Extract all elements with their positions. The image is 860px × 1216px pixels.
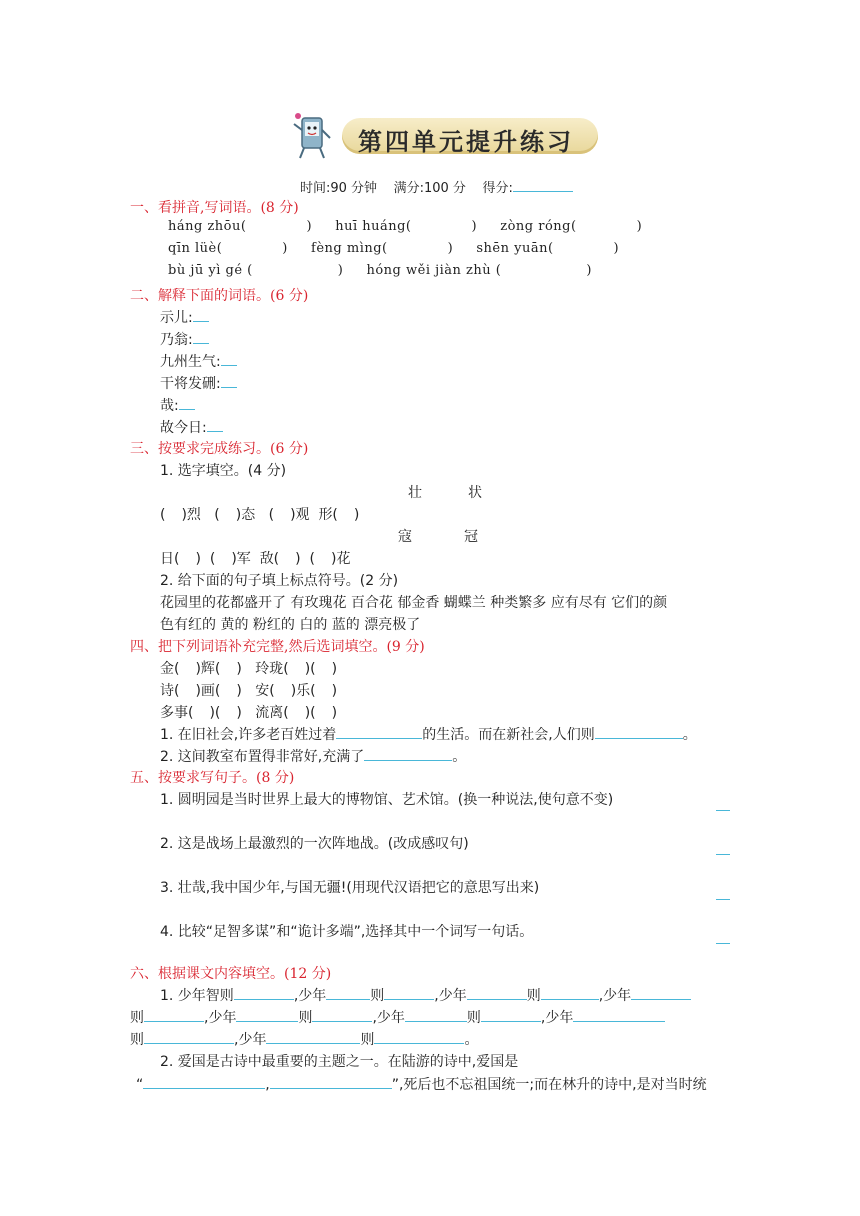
choice-char-4: 冠 — [464, 529, 478, 545]
choice-char-3: 寇 — [398, 529, 412, 545]
fill-line-2: 日( ) ( )军 敌( ) ( )花 — [160, 551, 351, 567]
pinyin-row-2: qīn lüè( ) fèng mìng( ) shēn yuān( ) — [168, 241, 620, 256]
section-1-heading: 一、看拼音,写词语。(8 分) — [130, 200, 299, 216]
score-blank[interactable] — [513, 179, 573, 192]
choice-char-1: 壮 — [408, 485, 422, 501]
pinyin-row-3: bù jū yì gé ( ) hóng wěi jiàn zhù ( ) — [168, 263, 592, 278]
score-label: 得分: — [482, 181, 513, 196]
punctuation-sentence-2: 色有红的 黄的 粉红的 白的 蓝的 漂亮极了 — [160, 617, 421, 633]
section-6-heading: 六、根据课文内容填空。(12 分) — [130, 966, 332, 982]
rewrite-item-1: 1. 圆明园是当时世界上最大的博物馆、艺术馆。(换一种说法,使句意不变) — [160, 792, 614, 808]
fill-line-1: ( )烈 ( )态 ( )观 形( ) — [160, 507, 360, 523]
recite-q2-line-1: 2. 爱国是古诗中最重要的主题之一。在陆游的诗中,爱国是 — [160, 1054, 519, 1070]
mascot-icon — [290, 112, 334, 162]
page-title: 第四单元提升练习 — [358, 127, 574, 156]
exam-meta — [300, 177, 573, 196]
full-score-label: 满分:100 分 — [393, 181, 466, 196]
s3-question-1: 1. 选字填空。(4 分) — [160, 463, 287, 479]
section-5-heading: 五、按要求写句子。(8 分) — [130, 770, 295, 786]
answer-line-4[interactable] — [716, 943, 730, 944]
answer-line-1[interactable] — [716, 810, 730, 811]
section-2-heading: 二、解释下面的词语。(6 分) — [130, 288, 309, 304]
section-4-heading: 四、把下列词语补充完整,然后选词填空。(9 分) — [130, 639, 425, 655]
choice-char-2: 状 — [468, 485, 482, 501]
define-item-4: 干将发硎: — [160, 373, 237, 393]
rewrite-item-3: 3. 壮哉,我中国少年,与国无疆!(用现代汉语把它的意思写出来) — [160, 880, 540, 896]
recite-q2-line-2: “ , ”,死后也不忘祖国统一;而在林升的诗中,是对当时统 — [136, 1077, 707, 1093]
section-3-heading: 三、按要求完成练习。(6 分) — [130, 441, 309, 457]
word-row-1: 金( )辉( ) 玲珑( )( ) — [160, 661, 338, 677]
rewrite-item-2: 2. 这是战场上最激烈的一次阵地战。(改成感叹句) — [160, 836, 469, 852]
word-row-3: 多事( )( ) 流离( )( ) — [160, 705, 338, 721]
time-label: 时间:90 分钟 — [300, 181, 378, 196]
recite-line-3: 则 ,少年 则 。 — [130, 1032, 479, 1048]
recite-line-2: 则 ,少年 则 ,少年 则 ,少年 — [130, 1007, 665, 1027]
s3-question-2: 2. 给下面的句子填上标点符号。(2 分) — [160, 573, 399, 589]
punctuation-sentence-1: 花园里的花都盛开了 有玫瑰花 百合花 郁金香 蝴蝶兰 种类繁多 应有尽有 它们的颜 — [160, 595, 668, 611]
s4-question-2: 2. 这间教室布置得非常好,充满了 。 — [160, 749, 467, 765]
s4-question-1: 1. 在旧社会,许多老百姓过着 的生活。而在新社会,人们则 。 — [160, 727, 697, 743]
answer-line-3[interactable] — [716, 899, 730, 900]
recite-line-1: 1. 少年智则 ,少年 则 ,少年 则 ,少年 — [160, 985, 691, 1005]
define-item-3: 九州生气: — [160, 351, 237, 371]
word-row-2: 诗( )画( ) 安( )乐( ) — [160, 683, 338, 699]
define-item-5: 哉: — [160, 395, 195, 415]
define-item-2: 乃翁: — [160, 329, 209, 349]
rewrite-item-4: 4. 比较“足智多谋”和“诡计多端”,选择其中一个词写一句话。 — [160, 924, 534, 940]
pinyin-row-1: háng zhōu( ) huī huáng( ) zòng róng( ) — [168, 219, 643, 234]
define-item-6: 故今日: — [160, 417, 223, 437]
define-item-1: 示儿: — [160, 307, 209, 327]
answer-line-2[interactable] — [716, 854, 730, 855]
